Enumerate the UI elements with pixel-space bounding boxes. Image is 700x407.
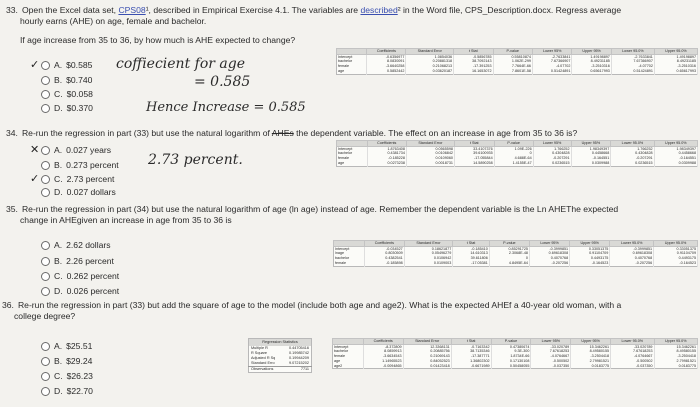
table-cell: 0.69618308 [529, 251, 569, 256]
table-cell: 1.0854036 [406, 54, 454, 59]
regression-statistics-table [248, 338, 312, 373]
table-cell: -17.05381 [453, 261, 490, 266]
table-cell: 1.766252 [611, 146, 654, 151]
handwritten-note-percent: 2.73 percent. [148, 152, 243, 168]
table-cell: 0.50458055 [491, 364, 531, 369]
table-cell: -0.037350 [611, 364, 654, 369]
column-header: Standard Error [406, 49, 454, 55]
table-cell: -0.164523 [654, 261, 698, 266]
row-label: age [337, 161, 368, 166]
column-header: Upper 95% [571, 339, 611, 345]
column-header: Lower 95% [533, 141, 571, 147]
table-cell: -0.7163342 [451, 344, 491, 349]
table-cell: 4.688E-64 [494, 156, 533, 161]
table-cell: 14.610313 [453, 251, 490, 256]
table-cell: 1.766252 [533, 146, 571, 151]
table-cell: 0.65617993 [654, 69, 697, 74]
table-cell: -4.07702 [611, 64, 654, 69]
radio-icon[interactable] [41, 257, 50, 266]
table-cell: 1.98349397 [654, 146, 697, 151]
table-cell: 7.67366907 [532, 59, 571, 64]
table-cell: 0.91104709 [654, 251, 698, 256]
table-cell: 0.4381734 [367, 151, 406, 156]
x-mark-icon: ✕ [30, 144, 40, 156]
q33-line2: hourly earns (AHE) on age, female and bachelor. [20, 15, 207, 26]
table-cell: 0.03620187 [406, 69, 454, 74]
table-cell: -3.2504418 [654, 354, 698, 359]
table-cell: 0.4070768 [610, 256, 654, 261]
column-header: P-value [491, 339, 531, 345]
table-cell: 15.3462261 [654, 344, 698, 349]
q35-option-b[interactable]: B. 2.26 percent [30, 256, 114, 266]
radio-icon[interactable] [41, 104, 50, 113]
column-header: P-value [493, 49, 532, 55]
table-cell: -0.207256 [529, 261, 569, 266]
radio-icon[interactable] [41, 188, 50, 197]
table-cell: -0.164551 [571, 156, 611, 161]
regression-table-4 [332, 338, 698, 369]
handwritten-note-value: = 0.585 [194, 74, 251, 90]
column-header: Lower 95% [529, 241, 569, 247]
table-cell: 8.49580155 [654, 349, 698, 354]
row-label: Observations [249, 367, 283, 373]
radio-icon[interactable] [41, 175, 50, 184]
table-cell: 0.19985742 [288, 351, 309, 355]
table-cell: 0.01423418 [403, 364, 451, 369]
table-cell: 0.20885756 [403, 349, 451, 354]
table-cell: 0.44705416 [288, 346, 309, 350]
table-cell: 1.062E-299 [493, 59, 532, 64]
q34-text: 34. Re-run the regression in part (33) but use the natural logarithm of AHEs the dependent variable. The effect on an increase in age from 35 to 36 is? [6, 128, 578, 138]
q36-option-b[interactable]: B. $29.24 [30, 356, 92, 366]
table-cell: 0.4304828 [533, 151, 571, 156]
radio-icon[interactable] [41, 61, 50, 70]
q35-option-c[interactable]: C. 0.262 percent [30, 271, 119, 281]
table-cell: -17.391253 [454, 64, 493, 69]
q33-line1-pre: Open the Excel data set, [21, 5, 119, 15]
column-header: Lower 95% [531, 339, 571, 345]
table-cell: 0.4493175 [570, 256, 610, 261]
row-label: age2 [333, 364, 364, 369]
radio-icon[interactable] [41, 372, 50, 381]
table-cell: 0.0309988 [571, 161, 611, 166]
table-cell: 0.0236515 [611, 161, 654, 166]
table-cell: 0.8030509 [365, 251, 405, 256]
table-cell: 8.49231185 [654, 59, 697, 64]
table-cell: -3.2504418 [571, 354, 611, 359]
radio-icon[interactable] [41, 161, 50, 170]
column-header: Upper 95.0% [654, 49, 697, 55]
table-cell: 7.67366907 [611, 59, 654, 64]
table-cell: 15.3462261 [571, 344, 611, 349]
column-header: Standard Error [404, 241, 453, 247]
row-label: R Square [251, 351, 268, 355]
table-cell: -3.2510316 [572, 64, 611, 69]
table-cell: -0.185410 [453, 246, 490, 251]
column-header: Lower 95.0% [611, 141, 654, 147]
table-cell: 1.36802302 [451, 359, 491, 364]
table-cell: 0.0309988 [654, 161, 697, 166]
column-header: Lower 95.0% [611, 339, 654, 345]
column-header: t Stat [451, 339, 491, 345]
column-header: Upper 95% [572, 49, 611, 55]
table-row [333, 364, 698, 369]
radio-icon[interactable] [41, 287, 50, 296]
table-cell: 39.6100935 [454, 151, 494, 156]
q36-option-c[interactable]: C. $26.23 [30, 371, 93, 381]
table-cell: 33.4107376 [454, 146, 494, 151]
table-cell: 0 [489, 256, 529, 261]
table-cell: -33.020789 [531, 344, 571, 349]
table-cell: 0.84052523 [403, 359, 451, 364]
table-cell: 1.49198897 [572, 54, 611, 59]
column-header: Coefficients [365, 241, 405, 247]
column-header: Upper 95% [570, 241, 610, 247]
column-header: t Stat [454, 141, 494, 147]
table-cell: 0.21069143 [403, 354, 451, 359]
column-header: Standard Error [403, 339, 451, 345]
table-cell: 1.4155E-47 [494, 161, 533, 166]
radio-icon[interactable] [41, 90, 50, 99]
table-row [334, 261, 698, 266]
table-cell: -0.164523 [570, 261, 610, 266]
table-cell: 0.20881318 [406, 59, 454, 64]
table-cell: 9.3E-300 [491, 349, 531, 354]
table-cell: -4.07702 [532, 64, 571, 69]
table-cell: 0.69618308 [610, 251, 654, 256]
described-link[interactable]: described [360, 5, 398, 15]
table-cell: 0.4458668 [571, 151, 611, 156]
table-cell: 9.07215202 [288, 361, 309, 365]
table-cell: -3.2510316 [654, 64, 697, 69]
table-cell: 0.0183775 [571, 364, 611, 369]
table-cell: 2.79981521 [571, 359, 611, 364]
table-cell: 1.49198897 [654, 54, 697, 59]
table-cell: -0.037350 [531, 364, 571, 369]
q33-option-b[interactable]: B. $0.740 [30, 75, 92, 85]
column-header: t Stat [453, 241, 490, 247]
radio-icon[interactable] [41, 342, 50, 351]
table-cell: 16.1653072 [454, 69, 493, 74]
regression-table-2 [336, 140, 698, 167]
check-icon: ✓ [30, 173, 40, 185]
table-cell: 0.0236515 [533, 161, 571, 166]
table-cell: -0.207291 [533, 156, 571, 161]
table-cell: 7.7664E-66 [493, 64, 532, 69]
table-cell: 2.3068E-48 [489, 251, 529, 256]
table-cell: 0.33051375 [654, 246, 698, 251]
row-label: Intercept [334, 246, 365, 251]
table-cell: -0.500502 [611, 359, 654, 364]
row-label: female [337, 156, 368, 161]
table-cell: 0.0106942 [404, 256, 453, 261]
radio-icon[interactable] [41, 272, 50, 281]
table-cell: 1.14965523 [363, 359, 403, 364]
column-header: Coefficients [363, 339, 403, 345]
table-cell: 4.8495E-64 [489, 261, 529, 266]
table-cell: -0.164551 [654, 156, 697, 161]
table-cell: 38.7135346 [451, 349, 491, 354]
table-cell: 38.7092143 [454, 59, 493, 64]
column-header: Upper 95.0% [654, 339, 698, 345]
q33-line1-post: ² in the Word file, CPS_Description.docx. Regress average [397, 5, 622, 15]
table-cell: 0.4382541 [365, 256, 405, 261]
q33-line1-mid: ¹, described in Empirical Exercise 4.1. The variables are [145, 5, 361, 15]
q34-option-c[interactable]: ✓ C. 2.73 percent [30, 173, 115, 185]
row-label: Multiple R [251, 346, 268, 350]
table-cell: 0.85291725 [489, 246, 529, 251]
table-cell: -0.0094865 [363, 364, 403, 369]
table-cell: 0.4493175 [654, 256, 698, 261]
row-label: bachelor [334, 256, 365, 261]
table-cell: -0.185228 [367, 156, 406, 161]
column-header: Upper 95.0% [654, 241, 698, 247]
table-cell: 0.4458668 [654, 151, 697, 156]
column-header: Standard Error [406, 141, 454, 147]
q36-option-a[interactable]: A. $25.51 [30, 341, 92, 351]
row-label: Adjusted R Sq [251, 356, 276, 360]
table-cell: 0.0018731 [406, 161, 454, 166]
table-cell: 1.8734E-66 [491, 354, 531, 359]
table-cell: 0.17130108 [491, 359, 531, 364]
check-icon: ✓ [30, 59, 40, 71]
q33-text [6, 5, 666, 46]
table-cell: -0.3999851 [529, 246, 569, 251]
table-cell: -0.207291 [611, 156, 654, 161]
table-cell: 0.0109060 [406, 156, 454, 161]
q33-line3: If age increase from 35 to 36, by how much is AHE expected to change? [20, 35, 296, 45]
table-cell: 0.05496279 [404, 251, 453, 256]
column-header: t Stat [454, 49, 493, 55]
table-cell: -3.6640258 [367, 64, 406, 69]
table-cell: 0.65617993 [572, 69, 611, 74]
regression-table-3 [333, 240, 698, 267]
table-cell: 8.49231185 [572, 59, 611, 64]
table-cell: -0.500502 [531, 359, 571, 364]
column-header: P-value [494, 141, 533, 147]
table-cell: 0 [494, 151, 533, 156]
table-cell: 1.8763408 [367, 146, 406, 151]
table-cell: 14.5890258 [454, 161, 494, 166]
table-cell: -2.7633841 [532, 54, 571, 59]
row-label: age [333, 359, 364, 364]
table-cell: 0.0273238 [367, 161, 406, 166]
table-cell: -8.372809 [363, 344, 403, 349]
row-label: female [333, 354, 364, 359]
column-header: Upper 95.0% [654, 141, 697, 147]
table-cell: 39.611806 [453, 256, 490, 261]
cps08-link[interactable]: CPS08 [118, 5, 146, 15]
row-label: female [334, 261, 365, 266]
column-header: Lower 95% [532, 49, 571, 55]
table-cell: -0.185898 [365, 261, 405, 266]
radio-icon[interactable] [41, 387, 50, 396]
table-cell: 0.47380674 [491, 344, 531, 349]
column-header: Coefficients [367, 141, 406, 147]
row-label: Intercept [337, 54, 367, 59]
q35-option-a[interactable]: A. 2.62 dollars [30, 240, 111, 250]
table-cell: 0.4304828 [611, 151, 654, 156]
column-header: Lower 95.0% [611, 49, 654, 55]
table-cell: -17.055844 [454, 156, 494, 161]
q35-option-d[interactable]: D. 0.026 percent [30, 286, 119, 296]
column-header: P-value [489, 241, 529, 247]
q36-text: 36. Re-run the regression in part (33) but add the square of age to the model (include both age and age2). What is the expected AHEf a 40-year old woman, with a college degree? [2, 300, 622, 321]
table-cell: 0.55810874 [493, 54, 532, 59]
q34-option-b[interactable]: B. 0.273 percent [30, 160, 119, 170]
handwritten-note-hence: Hence Increase = 0.585 [146, 100, 306, 115]
table-cell: 7.67618253 [531, 349, 571, 354]
table-row [337, 69, 698, 74]
table-cell: 0.33051375 [570, 246, 610, 251]
radio-icon[interactable] [41, 146, 50, 155]
q33-option-c[interactable]: C. $0.058 [30, 89, 93, 99]
table-cell: 0.51424891 [611, 69, 654, 74]
column-header: Lower 95.0% [610, 241, 654, 247]
table-cell: 8.0859913 [363, 349, 403, 354]
table-cell: 8.49580155 [571, 349, 611, 354]
radio-icon[interactable] [41, 76, 50, 85]
table-cell: 12.3368131 [403, 344, 451, 349]
table-cell: 1.98349397 [571, 146, 611, 151]
table-cell: -0.6356977 [367, 54, 406, 59]
stats-title: Regression Statistics [249, 339, 312, 347]
q33-option-d[interactable]: D. $0.370 [30, 103, 93, 113]
table-cell: -33.020789 [611, 344, 654, 349]
table-cell: -0.6671989 [451, 364, 491, 369]
table-cell: 8.0830091 [367, 59, 406, 64]
regression-table-1 [336, 48, 698, 75]
table-cell: 0.0565598 [406, 146, 454, 151]
table-cell: 7.8601E-58 [493, 69, 532, 74]
column-header: Upper 95% [571, 141, 611, 147]
row-label: bachelor [337, 59, 367, 64]
table-cell: 7.67618253 [611, 349, 654, 354]
q34-option-a[interactable]: ✕ A. 0.027 years [30, 144, 112, 156]
row-label: Intercept [333, 344, 364, 349]
q34-marked-text: AHEs [271, 128, 294, 138]
table-row [337, 161, 698, 166]
table-cell: -3.6634543 [363, 354, 403, 359]
handwritten-note-coefficient: coffiecient for age [116, 56, 245, 72]
table-cell: 1.09E-226 [494, 146, 533, 151]
table-cell: 0.51424891 [532, 69, 571, 74]
q33-number: 33. [6, 5, 18, 15]
q35-text: 35. Re-run the regression in part (34) but use the natural logarithm of age (ln age) instead of age. Remember the dependent variable is the Ln AHEThe expected change in AHEgiven an increase in age from 35 to 36 is [6, 204, 619, 225]
row-label: female [337, 64, 367, 69]
table-cell: -4.0764667 [611, 354, 654, 359]
table-cell: -0.034527 [365, 246, 405, 251]
table-cell: -4.0764667 [531, 354, 571, 359]
table-row [333, 359, 698, 364]
q34-option-d[interactable]: D. 0.027 dollars [30, 187, 116, 197]
table-cell: 0.0183775 [654, 364, 698, 369]
table-cell: 0.19944209 [288, 356, 309, 360]
q36-option-d[interactable]: D. $22.70 [30, 386, 93, 396]
q33-option-a[interactable]: ✓ A. $0.585 [30, 59, 93, 71]
table-header-row [333, 339, 698, 345]
row-label: Standard Erro [251, 361, 275, 365]
row-label: lnage [334, 251, 365, 256]
table-cell: 0.18621877 [404, 246, 453, 251]
column-header: Coefficients [367, 49, 406, 55]
table-cell: 0.91104709 [570, 251, 610, 256]
row-label: bachelor [333, 349, 364, 354]
radio-icon[interactable] [41, 241, 50, 250]
table-cell: 0.0106842 [406, 151, 454, 156]
table-cell: -0.207256 [610, 261, 654, 266]
table-cell: 7711 [282, 367, 311, 373]
table-row [249, 367, 312, 373]
row-label: age [337, 69, 367, 74]
table-cell: -17.387771 [451, 354, 491, 359]
row-label: bachelor [337, 151, 368, 156]
table-cell: 2.79981521 [654, 359, 698, 364]
table-header-row [337, 49, 698, 55]
radio-icon[interactable] [41, 357, 50, 366]
table-cell: -2.7633841 [611, 54, 654, 59]
row-label: Intercept [337, 146, 368, 151]
table-cell: 0.21068213 [406, 64, 454, 69]
table-cell: -0.5856785 [454, 54, 493, 59]
table-cell: 0.5852442 [367, 69, 406, 74]
table-cell: 0.4070768 [529, 256, 569, 261]
table-cell: -0.3999851 [610, 246, 654, 251]
table-cell: 0.0109003 [404, 261, 453, 266]
